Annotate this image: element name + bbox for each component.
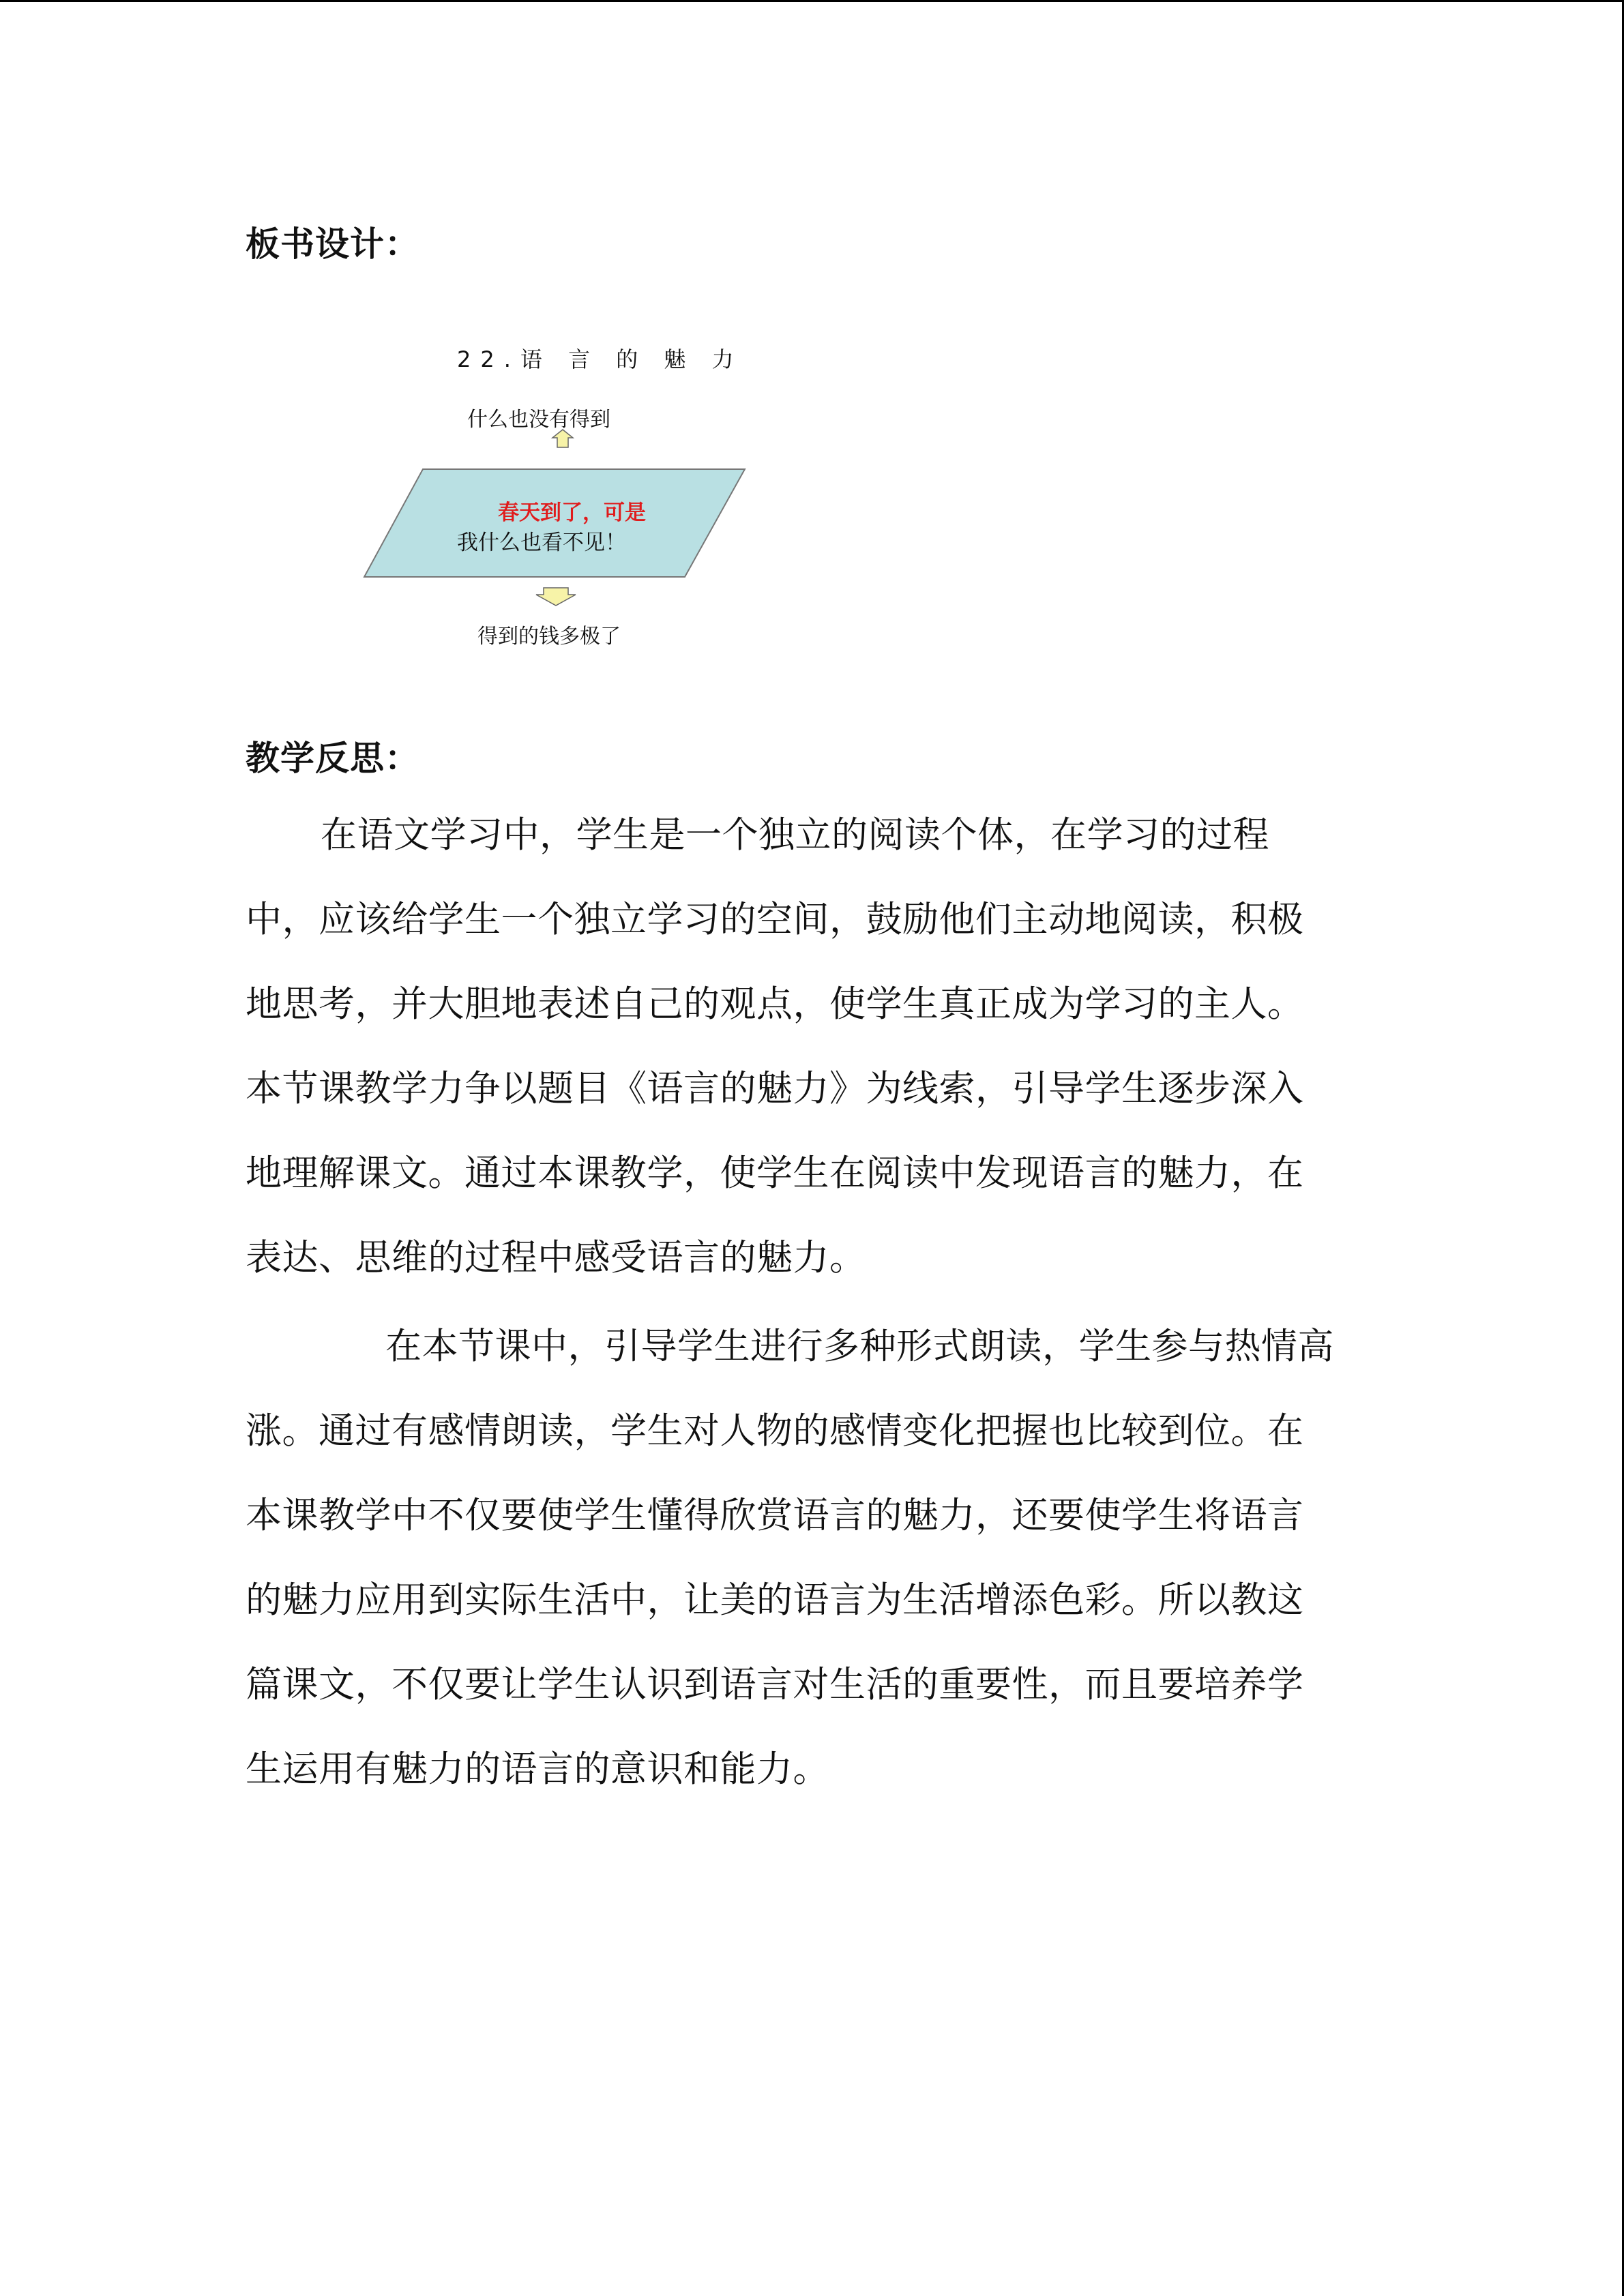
- reflection-heading: 教学反思：: [246, 738, 419, 778]
- diagram-title: 22.语 言 的 魅 力: [457, 346, 743, 372]
- paragraph-line: 表达、思维的过程中感受语言的魅力。: [246, 1237, 866, 1279]
- paragraph-line: 中，应该给学生一个独立学习的空间，鼓励他们主动地阅读，积极: [246, 899, 1304, 940]
- paragraph-line: 篇课文，不仅要让学生认识到语言对生活的重要性，而且要培养学: [246, 1664, 1304, 1705]
- page-top-border: [0, 0, 1624, 2]
- diagram-bottom-text: 得到的钱多极了: [477, 625, 621, 648]
- diagram-center-red-text: 春天到了，可是: [498, 501, 646, 525]
- paragraph-line: 本节课教学力争以题目《语言的魅力》为线索，引导学生逐步深入: [246, 1068, 1304, 1109]
- paragraph-line: 在本节课中，引导学生进行多种形式朗读，学生参与热情高: [385, 1326, 1334, 1367]
- paragraph-line: 的魅力应用到实际生活中，让美的语言为生活增添色彩。所以教这: [246, 1579, 1304, 1621]
- reflection-paragraph-2: [246, 1304, 1391, 1812]
- paragraph-line: 涨。通过有感情朗读，学生对人物的感情变化把握也比较到位。在: [246, 1410, 1304, 1452]
- paragraph-line: 生运用有魅力的语言的意识和能力。: [246, 1748, 829, 1790]
- paragraph-line: 地思考，并大胆地表述自己的观点，使学生真正成为学习的主人。: [246, 983, 1304, 1025]
- paragraph-line: 在语文学习中，学生是一个独立的阅读个体，在学习的过程: [321, 814, 1269, 856]
- diagram-center-black-text: 我什么也看不见！: [457, 531, 626, 555]
- down-arrow-icon: [536, 588, 576, 606]
- board-design-heading: 板书设计：: [246, 224, 419, 264]
- paragraph-line: 本课教学中不仅要使学生懂得欣赏语言的魅力，还要使学生将语言: [246, 1495, 1304, 1536]
- reflection-paragraph-1: [246, 793, 1391, 1300]
- diagram-top-text: 什么也没有得到: [467, 408, 610, 432]
- board-diagram: [355, 334, 764, 661]
- paragraph-line: 地理解课文。通过本课教学，使学生在阅读中发现语言的魅力，在: [246, 1152, 1304, 1194]
